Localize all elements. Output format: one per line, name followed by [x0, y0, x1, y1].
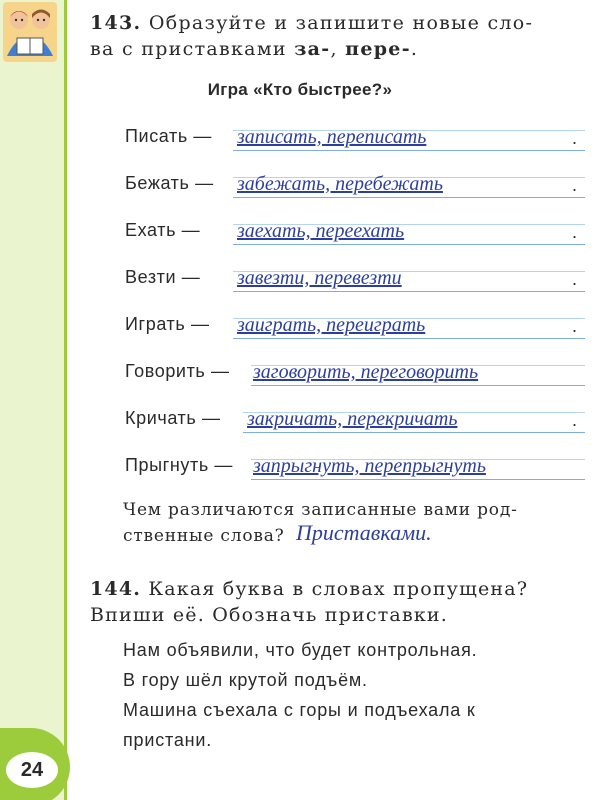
answer-line [233, 244, 585, 245]
exercise-143-instruction-line1 [90, 12, 533, 34]
row-period: . [571, 316, 577, 336]
comma: , [330, 38, 346, 60]
word-row [125, 354, 585, 386]
period: . [410, 38, 419, 60]
answer-line [233, 150, 585, 151]
handwritten-answer: заговорить, переговорить [253, 361, 479, 383]
word-row [125, 213, 585, 245]
exercise-143-instruction-line2 [90, 38, 418, 60]
handwritten-answer: записать, переписать [237, 126, 427, 148]
base-word: Прыгнуть — [125, 455, 234, 475]
base-word: Кричать — [125, 408, 221, 428]
base-word: Говорить — [125, 361, 230, 381]
word-row [125, 307, 585, 339]
answer-line [233, 291, 585, 292]
base-word: Писать — [125, 126, 213, 146]
answer-line [251, 385, 585, 386]
sentence: Машина съехала с горы и подъехала к [123, 700, 476, 720]
row-period: . [571, 175, 577, 195]
word-row [125, 166, 585, 198]
children-reading-icon [3, 2, 57, 62]
handwritten-answer: закричать, перекричать [247, 408, 458, 430]
word-row [125, 401, 585, 433]
exercise-144-instruction-line1 [90, 578, 528, 600]
answer-line [233, 197, 585, 198]
base-word: Ехать — [125, 220, 201, 240]
answer-line [243, 432, 585, 433]
sentence: В гору шёл крутой подъём. [123, 670, 368, 690]
row-period: . [571, 410, 577, 430]
exercise-144-number: 144. [90, 578, 142, 600]
exercise-144-instruction-text: Какая буква в словах пропущена? [148, 578, 529, 600]
exercise-143-instruction-text: Образуйте и запишите новые сло- [148, 12, 534, 34]
instruction-text: ва с приставками [90, 38, 295, 60]
prefix-za: за- [294, 38, 331, 60]
margin-rule [64, 0, 67, 800]
exercise-144-instruction-line2: Впиши её. Обозначь приставки. [90, 604, 449, 626]
page-number: 24 [6, 752, 58, 788]
word-row [125, 448, 585, 480]
base-word: Бежать — [125, 173, 214, 193]
handwritten-answer: заиграть, переиграть [237, 314, 426, 336]
question-line1: Чем различаются записанные вами род- [123, 500, 518, 520]
handwritten-answer: завезти, перевезти [237, 267, 402, 289]
base-word: Играть — [125, 314, 210, 334]
question-line2: ственные слова? [123, 526, 285, 546]
row-period: . [571, 269, 577, 289]
prefix-pere: пере- [345, 38, 411, 60]
handwritten-answer: забежать, перебежать [237, 173, 443, 195]
margin-strip [0, 0, 64, 800]
game-title: Игра «Кто быстрее?» [207, 80, 393, 99]
word-row [125, 119, 585, 151]
row-period: . [571, 128, 577, 148]
handwritten-answer: запрыгнуть, перепрыгнуть [253, 455, 486, 477]
row-period: . [571, 222, 577, 242]
answer-line [233, 338, 585, 339]
base-word: Везти — [125, 267, 201, 287]
answer-line [251, 479, 585, 480]
exercise-143-number: 143. [90, 12, 142, 34]
sentence: пристани. [123, 730, 213, 750]
question-handwritten-answer: Приставками. [296, 520, 432, 545]
word-row [125, 260, 585, 292]
sentence: Нам объявили, что будет контрольная. [123, 640, 478, 660]
handwritten-answer: заехать, переехать [237, 220, 405, 242]
